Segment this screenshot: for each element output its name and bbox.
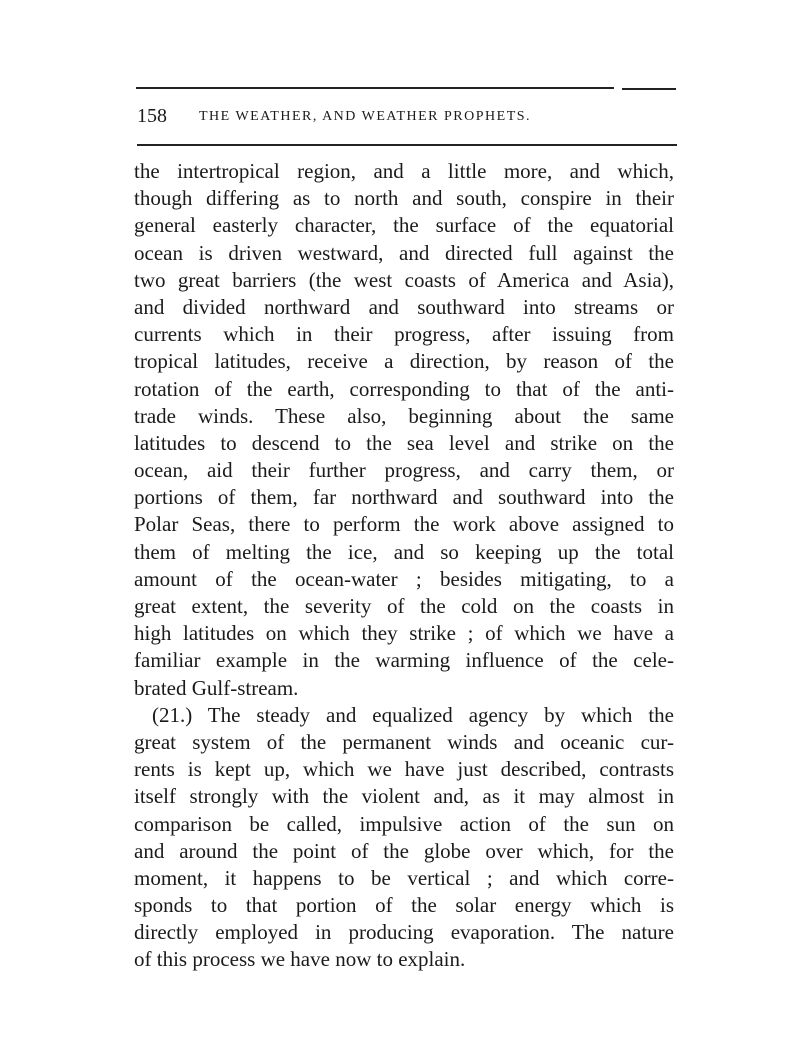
text-line: moment, it happens to be vertical ; and which corre- — [134, 865, 674, 890]
text-line: Polar Seas, there to perform the work above assigned to — [134, 512, 674, 537]
top-rule-dash — [622, 88, 676, 90]
top-rule — [136, 87, 614, 89]
text-line: tropical latitudes, receive a direction, by reason of the — [134, 349, 674, 374]
header-rule — [137, 144, 677, 146]
text-line: directly employed in producing evaporation. The nature — [134, 920, 674, 945]
text-line: of this process we have now to explain. — [134, 947, 466, 972]
text-line: great extent, the severity of the cold on the coasts in — [134, 594, 674, 618]
text-line: sponds to that portion of the solar energy which is — [134, 893, 674, 918]
text-line: currents which in their progress, after issuing from — [134, 322, 674, 347]
text-line: them of melting the ice, and so keeping up the total — [134, 539, 674, 564]
text-line: familiar example in the warming influence of the cele- — [134, 648, 674, 673]
text-line: though differing as to north and south, conspire in their — [134, 186, 674, 211]
text-line: and around the point of the globe over which, for the — [134, 838, 674, 863]
text-line: latitudes to descend to the sea level and strike on the — [134, 430, 674, 455]
text-line: and divided northward and southward into streams or — [134, 294, 674, 319]
paragraph-start-line: (21.) The steady and equalized agency by which the — [152, 702, 674, 727]
text-line: ocean is driven westward, and directed full against the — [134, 240, 674, 265]
running-head — [137, 106, 677, 130]
text-line: brated Gulf-stream. — [134, 675, 299, 700]
text-line: portions of them, far northward and southward into the — [134, 485, 674, 510]
text-line: general easterly character, the surface of the equatorial — [134, 213, 674, 238]
text-line: amount of the ocean-water ; besides mitigating, to a — [134, 566, 674, 591]
text-line: itself strongly with the violent and, as it may almost in — [134, 784, 674, 809]
text-line: trade winds. These also, beginning about the same — [134, 403, 674, 428]
running-title: THE WEATHER, AND WEATHER PROPHETS. — [199, 109, 532, 124]
text-line: ocean, aid their further progress, and carry them, or — [134, 458, 674, 483]
text-line: comparison be called, impulsive action of the sun on — [134, 811, 674, 836]
text-line: two great barriers (the west coasts of America and Asia), — [134, 267, 674, 292]
body-text — [134, 158, 674, 974]
text-line: rotation of the earth, corresponding to that of the anti- — [134, 376, 674, 401]
text-line: the intertropical region, and a little more, and which, — [134, 159, 674, 183]
text-line: great system of the permanent winds and oceanic cur- — [134, 729, 674, 754]
text-line: high latitudes on which they strike ; of which we have a — [134, 621, 674, 646]
text-line: rents is kept up, which we have just described, contrasts — [134, 757, 674, 782]
page-number: 158 — [137, 105, 167, 127]
